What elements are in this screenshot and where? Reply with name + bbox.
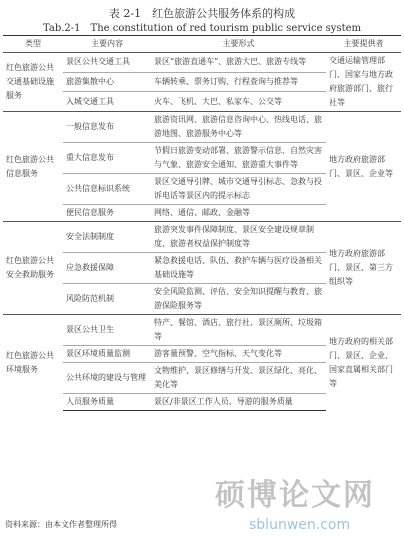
table-row: [3, 53, 401, 73]
table-row: [3, 315, 401, 346]
type-cell: 红色旅游公共环境服务: [3, 315, 63, 411]
content-cell: 公共信息标识系统: [63, 174, 151, 205]
type-cell: 红色旅游公共信息服务: [3, 112, 63, 222]
content-cell: 安全法制制度: [63, 222, 151, 253]
form-cell: 景区“旅游直通车”、旅游大巴、旅游专线等: [151, 53, 326, 73]
form-cell: 旅游突发事件保障制度、景区安全建设规章制度、旅游者权益保护制度等: [151, 222, 326, 253]
form-cell: 网络、通信、邮政、金融等: [151, 205, 326, 222]
table-row: [3, 222, 401, 253]
form-cell: 紧急救援电话、队伍、救护车辆与医疗设备相关基础设施等: [151, 253, 326, 284]
watermark-url: sblunwen.com: [249, 517, 351, 533]
provider-cell: 地方政府旅游部门、景区、企业等: [326, 112, 401, 222]
content-cell: 风险防范机制: [63, 284, 151, 315]
header-content: 主要内容: [63, 36, 151, 53]
content-cell: 人员服务质量: [63, 394, 151, 411]
type-cell: 红色旅游公共交通基础设施服务: [3, 53, 63, 112]
form-cell: 景区/非景区工作人员、导游的服务质量: [151, 394, 326, 411]
form-cell: 车辆转乘、票务订购、行程查询与推荐等: [151, 72, 326, 92]
content-cell: 一般信息发布: [63, 112, 151, 143]
content-cell: 入城交通工具: [63, 92, 151, 112]
content-cell: 景区环境质量监测: [63, 346, 151, 363]
content-cell: 应急救援保障: [63, 253, 151, 284]
content-cell: 便民信息服务: [63, 205, 151, 222]
form-cell: 文物维护、景区修缮与开发、景区绿化、亮化、美化等: [151, 363, 326, 394]
header-provider: 主要提供者: [326, 36, 401, 53]
table-header-row: [3, 36, 401, 53]
service-system-table: [3, 35, 401, 411]
content-cell: 景区公共交通工具: [63, 53, 151, 73]
content-cell: 公共环境的建设与管理: [63, 363, 151, 394]
watermark-text: 硕博论文网: [215, 478, 375, 513]
form-cell: 火车、飞机、大巴、私家车、公交等: [151, 92, 326, 112]
form-cell: 景区交通导引牌、城市交通导引标志、急救与投诉电话等景区内的提示标志: [151, 174, 326, 205]
provider-cell: 地方政府旅游部门、景区、第三方组织等: [326, 222, 401, 315]
form-cell: 游客量预警、空气指标、天气变化等: [151, 346, 326, 363]
header-form: 主要形式: [151, 36, 326, 53]
provider-cell: 地方政府的相关部门、景区、企业、国家直属相关部门等: [326, 315, 401, 411]
content-cell: 旅游集散中心: [63, 72, 151, 92]
table-row: [3, 112, 401, 143]
table-caption-cn: 表 2-1 红色旅游公共服务体系的构成: [108, 7, 296, 20]
table-caption-en: Tab.2-1 The constitution of red tourism public service system: [42, 23, 362, 34]
site-watermark: [205, 470, 404, 538]
form-cell: 节假日旅游变动部署、旅游警示信息、自然灾害与气象、旅游安全通知、旅游重大事件等: [151, 143, 326, 174]
form-cell: 安全风险监测、评估、安全知识提醒与教育、旅游保险服务等: [151, 284, 326, 315]
source-note: 资料来源：由本文作者整理所得: [5, 520, 117, 529]
provider-cell: 交通运输管理部门、国家与地方政府旅游部门、旅行社等: [326, 53, 401, 112]
form-cell: 旅游资讯网、旅游信息咨询中心、热线电话、旅游地图、旅游服务中心等: [151, 112, 326, 143]
header-type: 类型: [3, 36, 63, 53]
type-cell: 红色旅游公共安全救助服务: [3, 222, 63, 315]
content-cell: 景区公共卫生: [63, 315, 151, 346]
form-cell: 特产、餐馆、酒店、旅行社、景区厕所、垃圾箱等: [151, 315, 326, 346]
content-cell: 重大信息发布: [63, 143, 151, 174]
